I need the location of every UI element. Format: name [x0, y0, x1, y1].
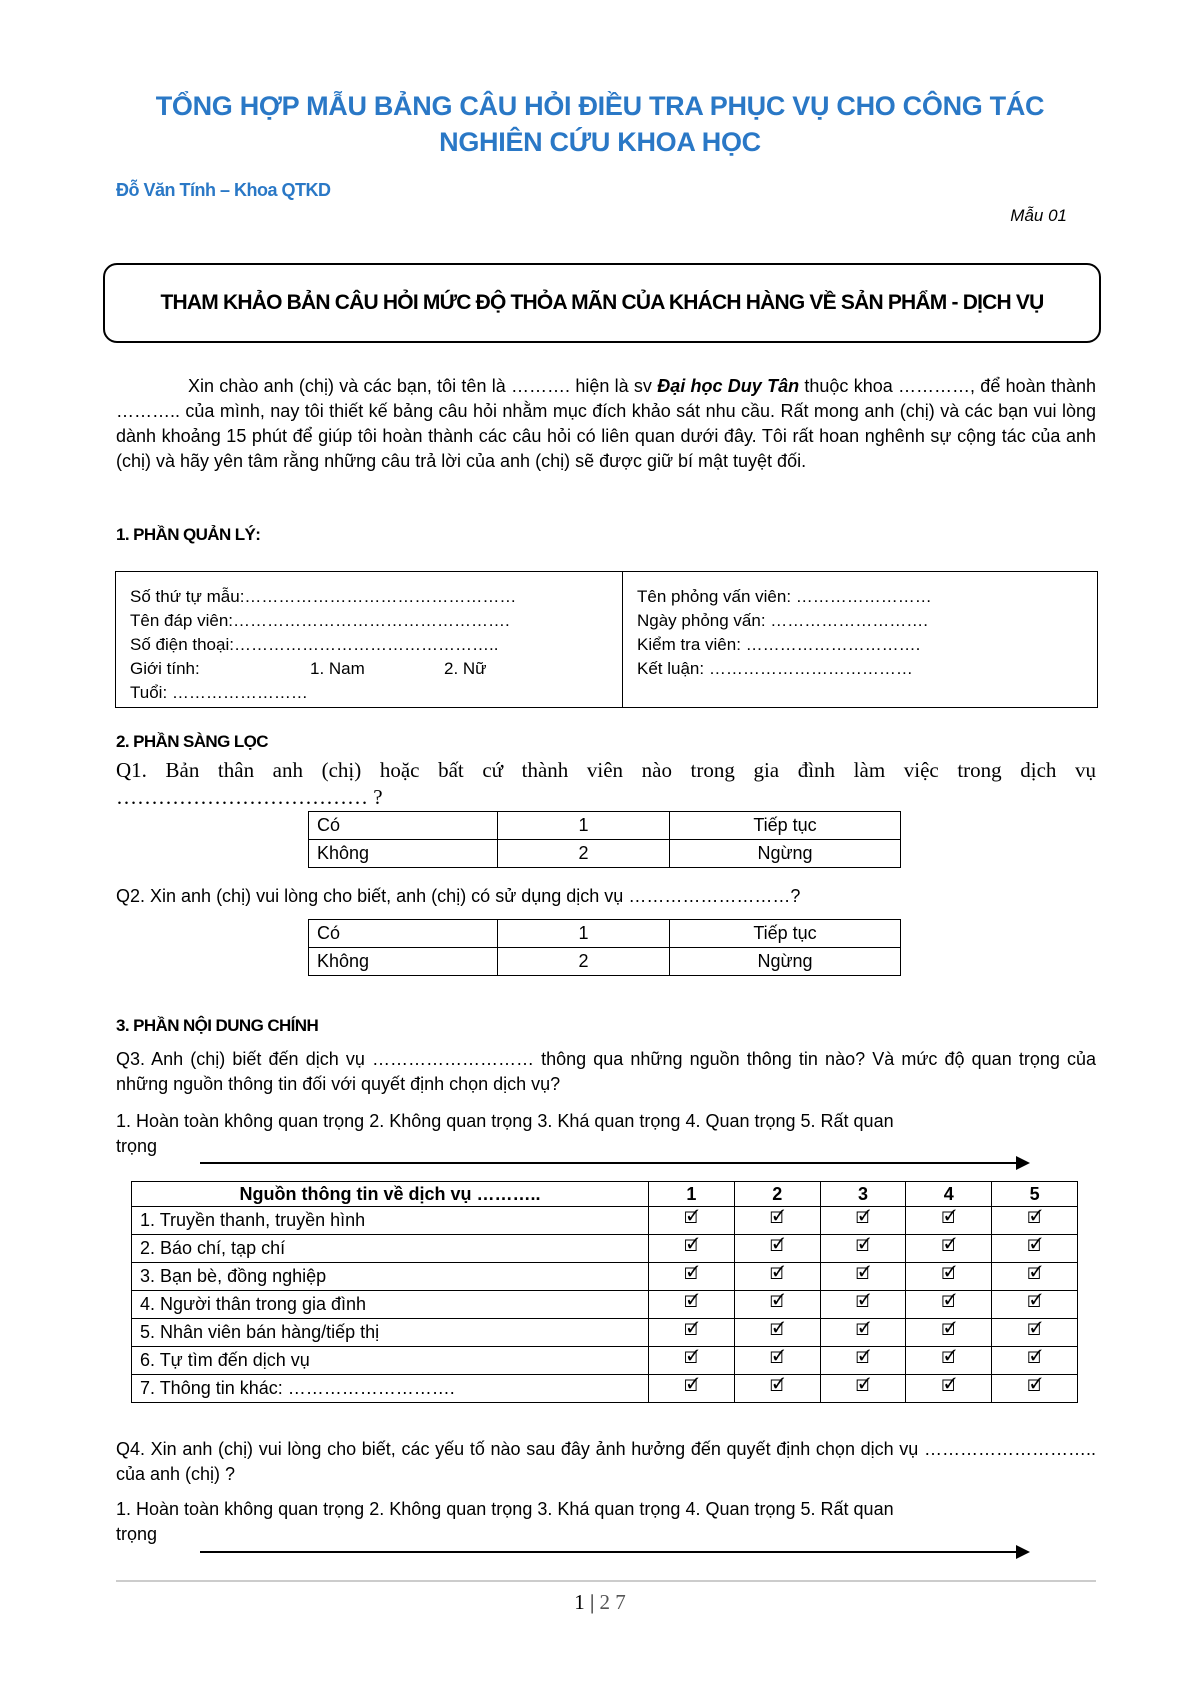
checkbox-icon[interactable]: 🗹	[649, 1291, 735, 1319]
checkbox-icon[interactable]: 🗹	[649, 1207, 735, 1235]
rating-col-2: 2	[734, 1182, 820, 1207]
management-left	[116, 572, 623, 707]
page-number	[0, 1590, 1200, 1615]
interview-date-field: Ngày phỏng vấn: ……………………….	[637, 611, 928, 630]
title-line-2: NGHIÊN CỨU KHOA HỌC	[439, 127, 761, 157]
table-row	[132, 1347, 1078, 1375]
age-field: Tuổi: ……………………	[130, 683, 308, 702]
rating-col-5: 5	[992, 1182, 1078, 1207]
rating-col-1: 1	[649, 1182, 735, 1207]
q3-scale-legend	[116, 1109, 1096, 1159]
respondent-name-field: Tên đáp viên:………………………………………….	[130, 611, 510, 630]
answer-code: 1	[498, 812, 670, 840]
table-row	[309, 948, 901, 976]
title-line-1: TỔNG HỢP MẪU BẢNG CÂU HỎI ĐIỀU TRA PHỤC VỤ CHO CÔNG TÁC	[155, 91, 1045, 121]
phone-field: Số điện thoại:………………………………………..	[130, 635, 499, 654]
answer-code: 2	[498, 948, 670, 976]
source-label: 7. Thông tin khác: ……………………….	[132, 1375, 649, 1403]
author: Đỗ Văn Tính – Khoa QTKD	[116, 180, 331, 200]
table-row	[309, 920, 901, 948]
question-q2: Q2. Xin anh (chị) vui lòng cho biết, anh (chị) có sử dụng dịch vụ ………………………?	[116, 886, 801, 906]
table-row	[132, 1263, 1078, 1291]
checkbox-icon[interactable]: 🗹	[906, 1291, 992, 1319]
table-row	[309, 840, 901, 868]
gender-label: Giới tính:	[130, 659, 200, 678]
checkbox-icon[interactable]: 🗹	[734, 1319, 820, 1347]
checkbox-icon[interactable]: 🗹	[649, 1375, 735, 1403]
table-row	[132, 1375, 1078, 1403]
question-q3: Q3. Anh (chị) biết đến dịch vụ ……………………… thông qua những nguồn thông tin nào? Và mức độ quan trọng của những nguồn thông tin đối với quyết định chọn dịch vụ?	[116, 1049, 1096, 1094]
current-page: 1	[574, 1590, 585, 1614]
scale-line-2: trọng	[116, 1136, 158, 1156]
checkbox-icon[interactable]: 🗹	[992, 1207, 1078, 1235]
answer-action: Tiếp tục	[670, 812, 901, 840]
survey-title: THAM KHẢO BẢN CÂU HỎI MỨC ĐỘ THỎA MÃN CỦA KHÁCH HÀNG VỀ SẢN PHẨM - DỊCH VỤ	[160, 291, 1044, 314]
arrow-right-icon	[1016, 1545, 1030, 1559]
document-title	[100, 88, 1100, 160]
answer-action: Ngừng	[670, 948, 901, 976]
source-label: 4. Người thân trong gia đình	[132, 1291, 649, 1319]
answer-label: Có	[309, 812, 498, 840]
checkbox-icon[interactable]: 🗹	[820, 1319, 906, 1347]
arrow-right-icon	[1016, 1156, 1030, 1170]
source-label: 5. Nhân viên bán hàng/tiếp thị	[132, 1319, 649, 1347]
source-label: 2. Báo chí, tạp chí	[132, 1235, 649, 1263]
table-row	[132, 1291, 1078, 1319]
checkbox-icon[interactable]: 🗹	[649, 1347, 735, 1375]
survey-title-box	[103, 263, 1101, 343]
q2-answer-table	[308, 919, 901, 976]
total-pages: 2 7	[599, 1590, 626, 1614]
checkbox-icon[interactable]: 🗹	[820, 1235, 906, 1263]
page-separator: |	[584, 1590, 600, 1614]
section-1-heading: 1. PHẦN QUẢN LÝ:	[116, 525, 261, 544]
form-number: Mẫu 01	[1010, 206, 1067, 225]
checkbox-icon[interactable]: 🗹	[820, 1347, 906, 1375]
management-right	[623, 572, 944, 707]
scale-line-2: trọng	[116, 1524, 158, 1544]
q1-answer-table	[308, 811, 901, 868]
gender-field	[130, 657, 610, 681]
checkbox-icon[interactable]: 🗹	[992, 1235, 1078, 1263]
checkbox-icon[interactable]: 🗹	[906, 1235, 992, 1263]
checkbox-icon[interactable]: 🗹	[820, 1291, 906, 1319]
checkbox-icon[interactable]: 🗹	[992, 1347, 1078, 1375]
checkbox-icon[interactable]: 🗹	[649, 1263, 735, 1291]
checkbox-icon[interactable]: 🗹	[649, 1319, 735, 1347]
checkbox-icon[interactable]: 🗹	[906, 1375, 992, 1403]
q3-scale-arrow-line	[200, 1162, 1020, 1164]
gender-option-male: 1. Nam	[310, 659, 365, 678]
answer-code: 1	[498, 920, 670, 948]
management-box	[115, 571, 1098, 708]
gender-option-female: 2. Nữ	[444, 659, 487, 678]
checkbox-icon[interactable]: 🗹	[734, 1347, 820, 1375]
q4-scale-legend	[116, 1497, 1096, 1547]
rating-col-4: 4	[906, 1182, 992, 1207]
footer-divider	[116, 1580, 1096, 1582]
q3-rating-table	[131, 1181, 1078, 1403]
answer-action: Ngừng	[670, 840, 901, 868]
checkbox-icon[interactable]: 🗹	[992, 1263, 1078, 1291]
source-label: 1. Truyền thanh, truyền hình	[132, 1207, 649, 1235]
source-label: 3. Bạn bè, đồng nghiệp	[132, 1263, 649, 1291]
answer-label: Không	[309, 840, 498, 868]
section-3-heading: 3. PHẦN NỘI DUNG CHÍNH	[116, 1016, 319, 1035]
checkbox-icon[interactable]: 🗹	[906, 1347, 992, 1375]
checkbox-icon[interactable]: 🗹	[820, 1375, 906, 1403]
intro-part-2: thuộc khoa …………, để hoàn thành ……….. của mình, nay tôi thiết kế bảng câu hỏi nhằm mục đích khảo sát nhu cầu. Rất mong anh (chị) và các bạn vui lòng dành khoảng 15 phút để giúp tôi hoàn thành các câu hỏi có liên quan dưới đây. Tôi rất hoan nghênh sự cộng tác của anh (chị) và hãy yên tâm rằng những câu trả lời của anh (chị) sẽ được giữ bí mật tuyệt đối.	[116, 376, 1096, 471]
rating-col-3: 3	[820, 1182, 906, 1207]
table-row	[132, 1207, 1078, 1235]
checkbox-icon[interactable]: 🗹	[649, 1235, 735, 1263]
checkbox-icon[interactable]: 🗹	[734, 1263, 820, 1291]
question-q4: Q4. Xin anh (chị) vui lòng cho biết, các yếu tố nào sau đây ảnh hưởng đến quyết định chọn dịch vụ ……………………….. của anh (chị) ?	[116, 1439, 1096, 1484]
conclusion-field: Kết luận: ………………………………	[637, 659, 913, 678]
answer-label: Không	[309, 948, 498, 976]
checker-field: Kiểm tra viên: ………………………….	[637, 635, 921, 654]
checkbox-icon[interactable]: 🗹	[734, 1375, 820, 1403]
source-header: Nguồn thông tin về dịch vụ ………..	[132, 1182, 649, 1207]
source-label: 6. Tự tìm đến dịch vụ	[132, 1347, 649, 1375]
q4-scale-arrow-line	[200, 1551, 1020, 1553]
checkbox-icon[interactable]: 🗹	[906, 1319, 992, 1347]
university-name: Đại học Duy Tân	[657, 376, 800, 396]
question-q1: Q1. Bản thân anh (chị) hoặc bất cứ thành viên nào trong gia đình làm việc trong dịch vụ ……………………………… ?	[116, 758, 1096, 809]
intro-paragraph	[116, 374, 1096, 474]
interviewer-field: Tên phỏng vấn viên: ……………………	[637, 587, 932, 606]
scale-line-1: 1. Hoàn toàn không quan trọng 2. Không quan trọng 3. Khá quan trọng 4. Quan trọng 5. Rất quan	[116, 1111, 894, 1131]
intro-part-1: Xin chào anh (chị) và các bạn, tôi tên là ………. hiện là sv	[188, 376, 658, 396]
checkbox-icon[interactable]: 🗹	[820, 1207, 906, 1235]
checkbox-icon[interactable]: 🗹	[992, 1375, 1078, 1403]
table-row	[132, 1235, 1078, 1263]
answer-label: Có	[309, 920, 498, 948]
checkbox-icon[interactable]: 🗹	[992, 1291, 1078, 1319]
table-header-row	[132, 1182, 1078, 1207]
checkbox-icon[interactable]: 🗹	[906, 1263, 992, 1291]
checkbox-icon[interactable]: 🗹	[734, 1291, 820, 1319]
section-2-heading: 2. PHẦN SÀNG LỌC	[116, 732, 268, 751]
checkbox-icon[interactable]: 🗹	[820, 1263, 906, 1291]
table-row	[132, 1319, 1078, 1347]
scale-line-1: 1. Hoàn toàn không quan trọng 2. Không quan trọng 3. Khá quan trọng 4. Quan trọng 5. Rất quan	[116, 1499, 894, 1519]
checkbox-icon[interactable]: 🗹	[906, 1207, 992, 1235]
answer-action: Tiếp tục	[670, 920, 901, 948]
checkbox-icon[interactable]: 🗹	[734, 1235, 820, 1263]
table-row	[309, 812, 901, 840]
answer-code: 2	[498, 840, 670, 868]
checkbox-icon[interactable]: 🗹	[734, 1207, 820, 1235]
checkbox-icon[interactable]: 🗹	[992, 1319, 1078, 1347]
sample-number-field: Số thứ tự mẫu:…………………………………………	[130, 587, 517, 606]
